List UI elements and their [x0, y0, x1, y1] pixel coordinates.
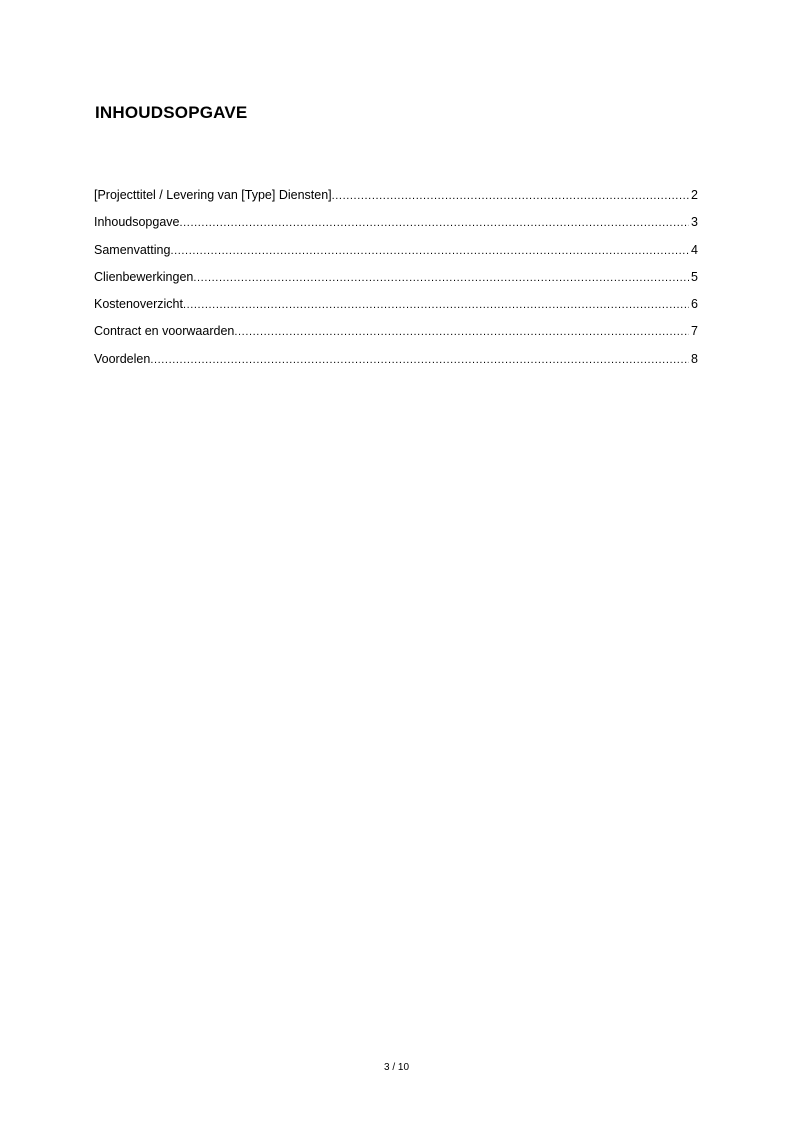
toc-entry-leader [180, 214, 690, 232]
toc-entry-label: Clienbewerkingen [94, 269, 194, 284]
toc-entry-page-number: 4 [691, 242, 698, 257]
toc-entry[interactable] [94, 241, 698, 268]
toc-entry-leader [150, 351, 689, 369]
toc-entry-label: Voordelen [94, 351, 151, 366]
toc-entry-page-number: 5 [691, 269, 698, 284]
toc-entry-label: [Projecttitel / Levering van [Type] Diensten] [94, 188, 332, 202]
toc-entry[interactable] [94, 295, 698, 322]
toc-entry-page-number: 6 [691, 297, 698, 312]
toc-entry-leader [332, 187, 689, 205]
toc-entry[interactable] [94, 350, 698, 377]
toc-entry-page-number: 8 [691, 351, 698, 366]
toc-entry-label: Kostenoverzicht [94, 297, 183, 312]
toc-entry-leader [234, 323, 689, 341]
toc-entry-label: Inhoudsopgave [94, 215, 180, 230]
toc-entry[interactable] [94, 186, 698, 213]
toc-entry-label: Samenvatting [94, 242, 171, 257]
toc-entry-leader [170, 242, 689, 260]
toc-entry-page-number: 2 [691, 188, 698, 202]
toc-entry-label: Contract en voorwaarden [94, 324, 235, 339]
toc-entry[interactable] [94, 322, 698, 349]
page-number-footer: 3 / 10 [383, 1062, 410, 1073]
toc-entry[interactable] [94, 213, 698, 240]
toc-entry-page-number: 7 [691, 324, 698, 339]
toc-entry-leader [183, 296, 689, 314]
toc-list [94, 186, 698, 377]
toc-entry[interactable] [94, 268, 698, 295]
toc-entry-leader [193, 269, 689, 287]
toc-entry-page-number: 3 [691, 215, 698, 230]
toc-title: INHOUDSOPGAVE [95, 103, 248, 122]
